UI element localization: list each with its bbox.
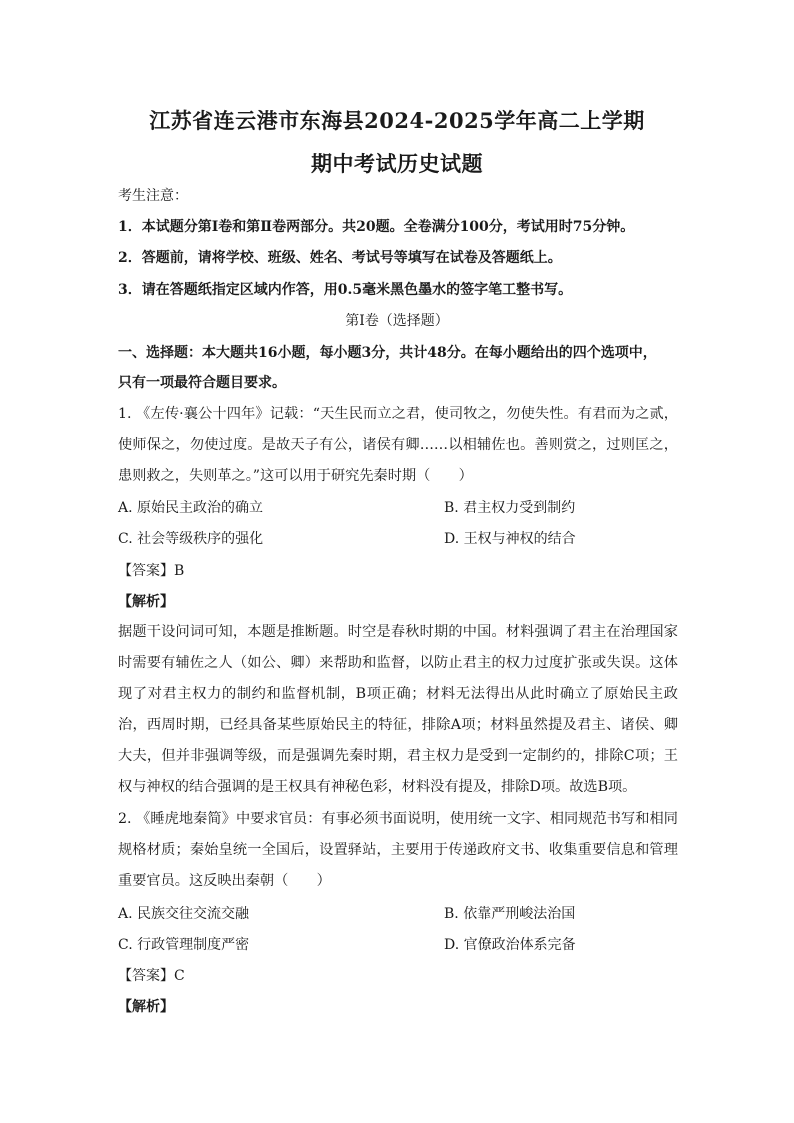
question-2-option-a[interactable]: A. 民族交往交流交融 [118,906,250,922]
question-1-option-b[interactable]: B. 君主权力受到制约 [444,500,576,516]
section-instruction-line1: 一、选择题：本大题共16小题，每小题3分，共计48分。在每小题给出的四个选项中， [118,345,657,361]
question-1-answer: 【答案】B [118,563,185,579]
question-2-analysis-label: 【解析】 [118,999,174,1015]
question-1-option-a[interactable]: A. 原始民主政治的确立 [118,500,264,516]
page-title-line2: 期中考试历史试题 [311,151,483,176]
question-2-answer: 【答案】C [118,968,185,984]
question-2-option-b[interactable]: B. 依靠严刑峻法治国 [444,906,576,922]
question-1-analysis: 据题干设问词可知，本题是推断题。时空是春秋时期的中国。材料强调了君主在治理国家时需要有辅佐之人（如公、卿）来帮助和监督，以防止君主的权力过度扩张或失误。这体现了对君主权力的制约和监督机制，B项正确；材料无法得出从此时确立了原始民主政治，西周时期，已经具备某些原始民主的特征，排除A项；材料虽然提及君主、诸侯、卿大夫，但并非强调等级，而是强调先秦时期，君主权力是受到一定制约的，排除C项；王权与神权的结合强调的是王权具有神秘色彩，材料没有提及，排除D项。故选B项。 [118,624,678,795]
section-heading: 第Ⅰ卷（选择题） [345,313,449,329]
question-1-option-d[interactable]: D. 王权与神权的结合 [444,531,576,547]
question-1-option-c[interactable]: C. 社会等级秩序的强化 [118,531,264,547]
question-1-stem: 1. 《左传·襄公十四年》记载：“天生民而立之君，使司牧之，勿使失性。有君而为之贰，使师保之，勿使过度。是故天子有公，诸侯有卿……以相辅佐也。善则赏之，过则匡之，患则救之，失则革之。”这可以用于研究先秦时期（ ） [118,406,678,484]
notice-item-3: 3．请在答题纸指定区域内作答，用0.5毫米黑色墨水的签字笔工整书写。 [118,282,573,298]
notice-item-1: 1．本试题分第Ⅰ卷和第Ⅱ卷两部分。共20题。全卷满分100分，考试用时75分钟。 [118,219,635,235]
notice-heading: 考生注意： [118,188,188,204]
question-2-option-c[interactable]: C. 行政管理制度严密 [118,937,250,953]
page-title-line1: 江苏省连云港市东海县2024-2025学年高二上学期 [149,108,645,133]
notice-item-2: 2．答题前，请将学校、班级、姓名、考试号等填写在试卷及答题纸上。 [118,250,562,266]
question-2-stem: 2. 《睡虎地秦简》中要求官员：有事必须书面说明，使用统一文字、相同规范书写和相同规格材质；秦始皇统一全国后，设置驿站，主要用于传递政府文书、收集重要信息和管理重要官员。这反映出秦朝（ ） [118,811,678,889]
question-1-analysis-label: 【解析】 [118,594,174,610]
question-2-option-d[interactable]: D. 官僚政治体系完备 [444,937,576,953]
section-instruction-line2: 只有一项最符合题目要求。 [118,375,286,391]
